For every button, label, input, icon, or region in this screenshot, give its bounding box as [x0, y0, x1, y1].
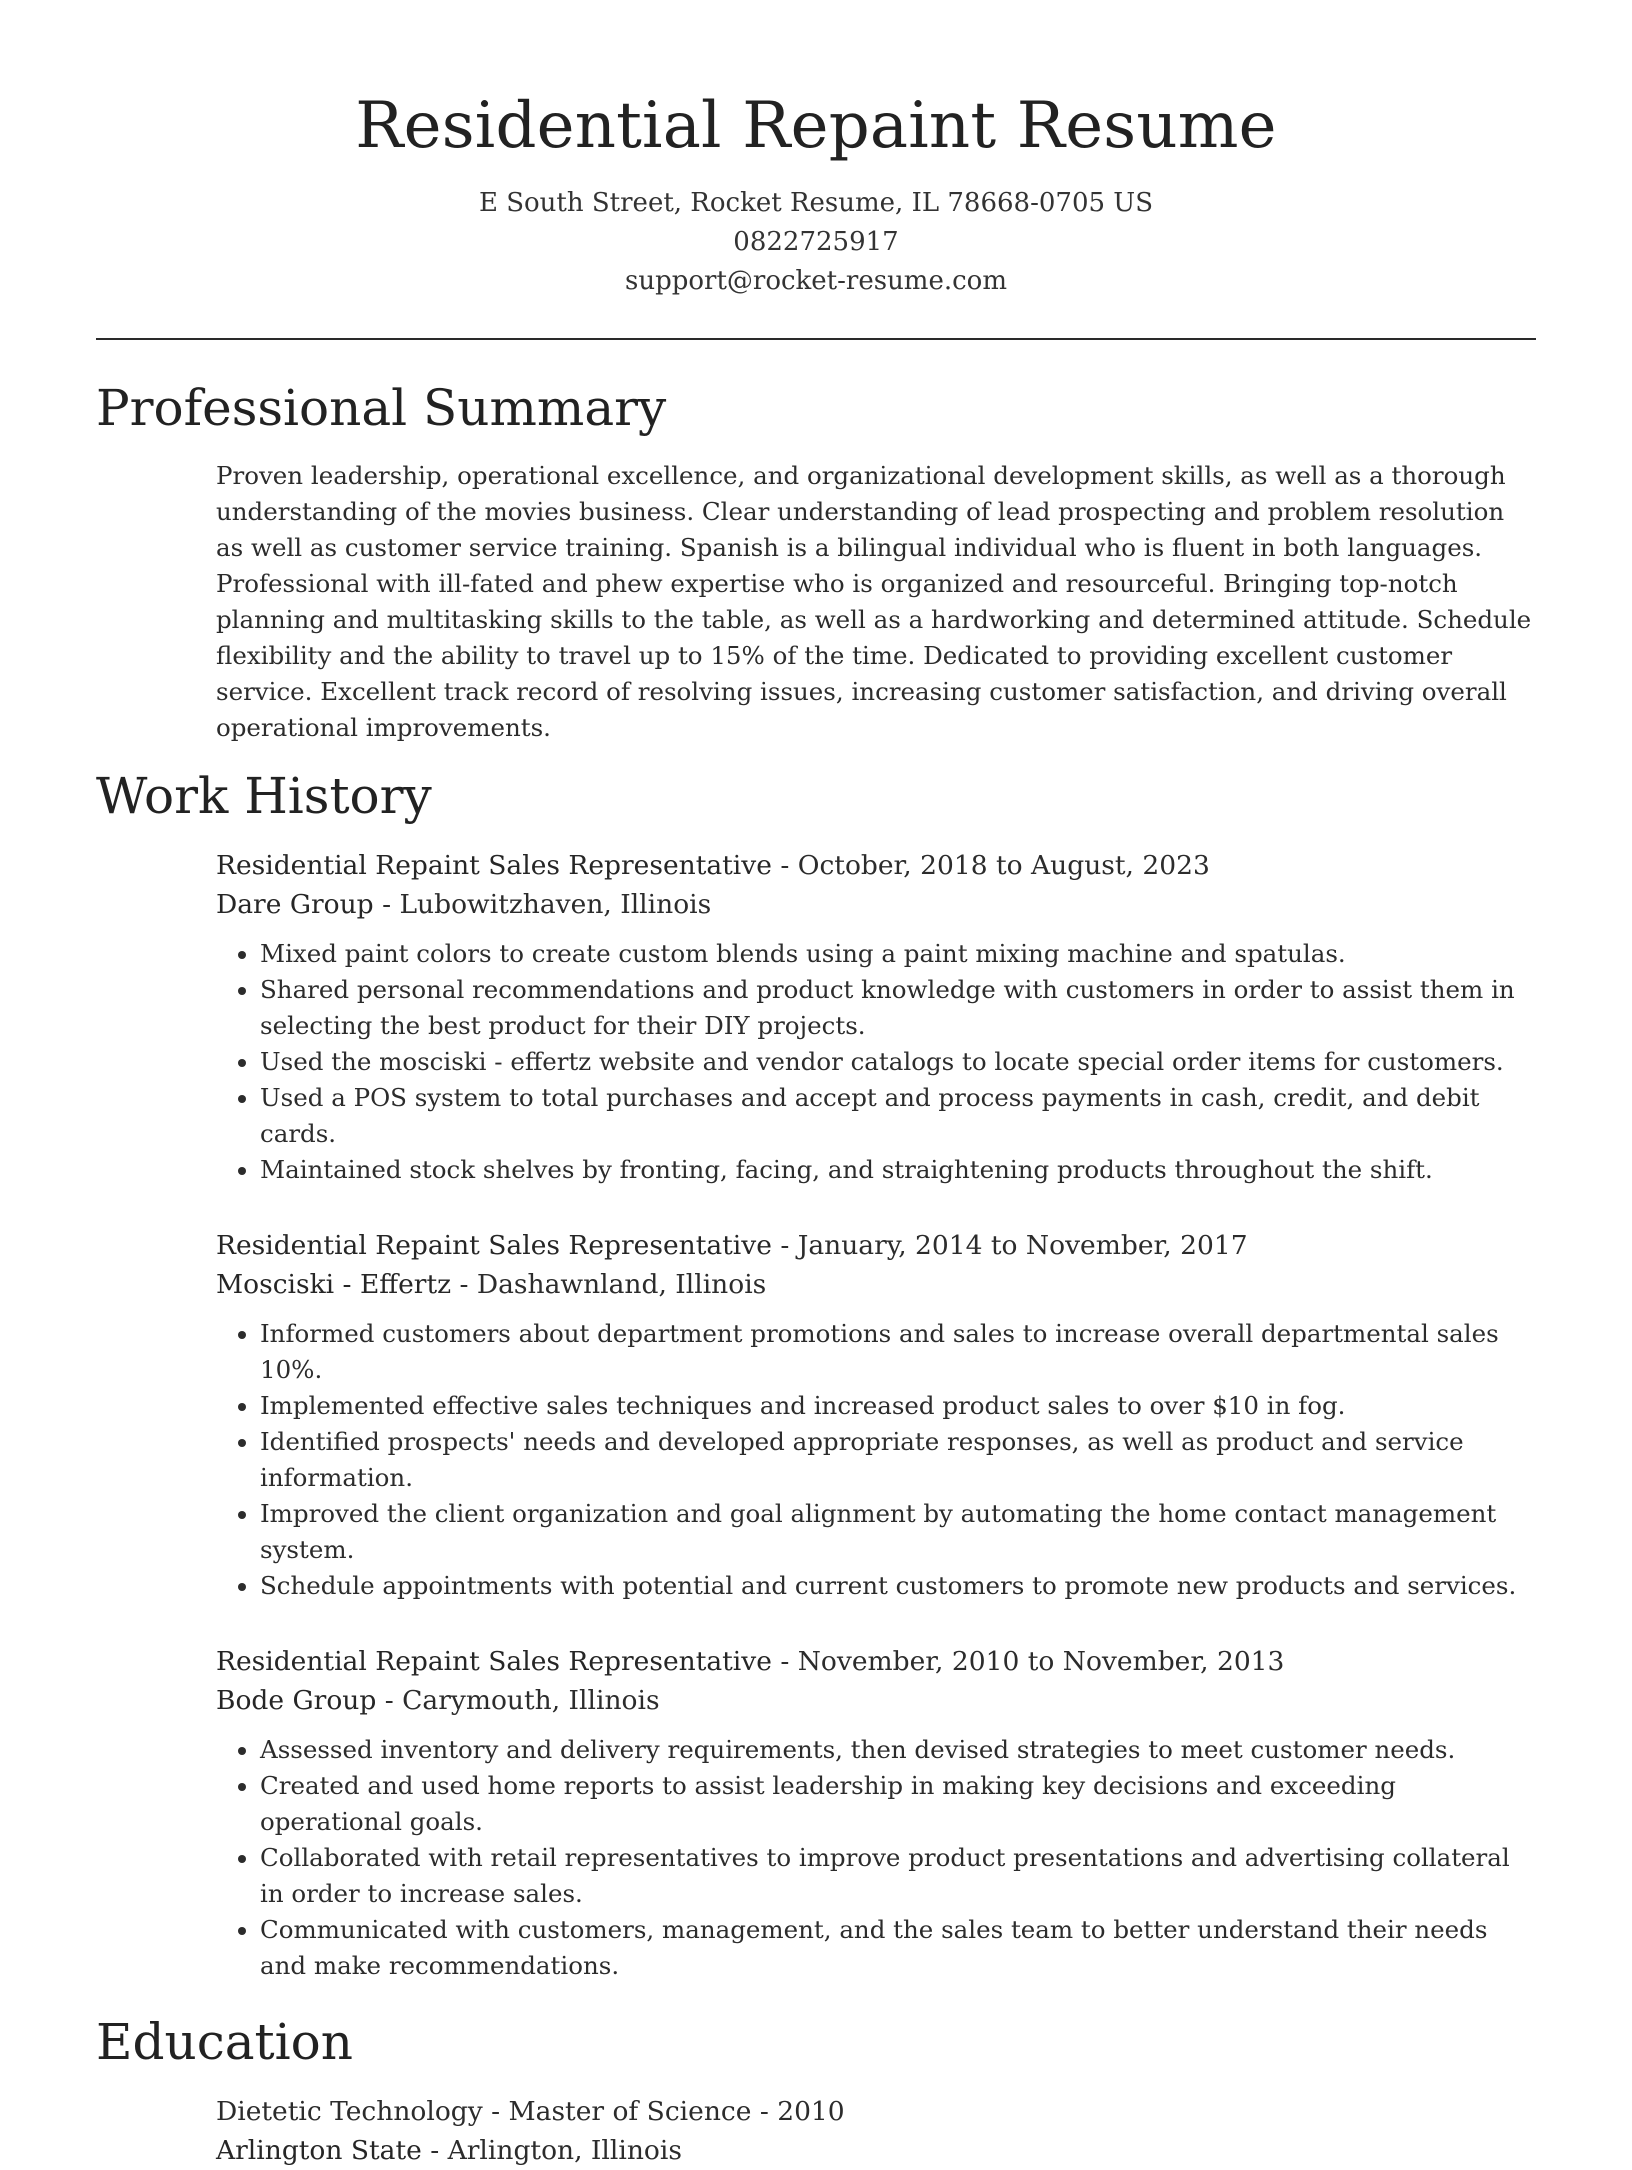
- work-history-section: [96, 764, 1536, 1984]
- education-section: [96, 2010, 1536, 2170]
- job-title-line: [216, 846, 1536, 885]
- job-location: - Carymouth, Illinois: [376, 1685, 660, 1716]
- education-entry: [216, 2092, 1536, 2170]
- section-title-work-history: Work History: [96, 767, 432, 825]
- job-bullet: • Communicated with customers, management, and the sales team to better understand their needs and make recommendations.: [260, 1912, 1536, 1984]
- job-company-line: [216, 1681, 1536, 1720]
- job-bullet: • Shared personal recommendations and product knowledge with customers in order to assist them in selecting the best product for their DIY projects.: [260, 972, 1536, 1044]
- job-bullets: [216, 936, 1536, 1188]
- education-degree: Dietetic Technology - Master of Science - 2010: [216, 2096, 845, 2127]
- job-company-line: [216, 1265, 1536, 1304]
- job-bullets: [216, 1732, 1536, 1984]
- resume-header: [96, 0, 1536, 301]
- job-bullet: • Created and used home reports to assist leadership in making key decisions and exceeding operational goals.: [260, 1768, 1536, 1840]
- summary-text: Proven leadership, operational excellence, and organizational development skills, as well as a thorough understanding of the movies business. Clear understanding of lead prospecting and problem resolution as well as customer service training. Spanish is a bilingual individual who is fluent in both languages. Professional with ill-fated and phew expertise who is organized and resourceful. Bringing top-notch planning and multitasking skills to the table, as well as a hardworking and determined attitude. Schedule flexibility and the ability to travel up to 15% of the time. Dedicated to providing excellent customer service. Excellent track record of resolving issues, increasing customer satisfaction, and driving overall operational improvements.: [216, 461, 1532, 742]
- contact-info: [96, 184, 1536, 301]
- job-company: Dare Group: [216, 889, 374, 920]
- job-title: Residential Repaint Sales Representative: [216, 850, 772, 881]
- job-dates: - October, 2018 to August, 2023: [771, 850, 1210, 881]
- job-bullet: • Mixed paint colors to create custom blends using a paint mixing machine and spatulas.: [260, 936, 1536, 972]
- job-bullet: • Implemented effective sales techniques and increased product sales to over $10 in fog.: [260, 1388, 1536, 1424]
- job-location: - Lubowitzhaven, Illinois: [373, 889, 712, 920]
- contact-phone: 0822725917: [733, 227, 899, 257]
- job-entry: [216, 846, 1536, 1188]
- job-bullet: • Improved the client organization and goal alignment by automating the home contact management system.: [260, 1496, 1536, 1568]
- education-school-line: [216, 2131, 1536, 2170]
- job-location: - Dashawnland, Illinois: [451, 1269, 767, 1300]
- contact-address: E South Street, Rocket Resume, IL 78668-0705 US: [478, 188, 1154, 218]
- header-divider: [96, 338, 1536, 340]
- education-school: Arlington State: [216, 2135, 422, 2166]
- education-location: - Arlington, Illinois: [421, 2135, 682, 2166]
- section-title-summary: Professional Summary: [96, 379, 667, 437]
- job-title: Residential Repaint Sales Representative: [216, 1646, 772, 1677]
- job-company-line: [216, 885, 1536, 924]
- job-bullets: [216, 1316, 1536, 1604]
- job-dates: - January, 2014 to November, 2017: [771, 1230, 1248, 1261]
- job-bullet: • Assessed inventory and delivery requirements, then devised strategies to meet customer needs.: [260, 1732, 1536, 1768]
- job-bullet: • Maintained stock shelves by fronting, facing, and straightening products throughout the shift.: [260, 1152, 1536, 1188]
- resume-title: Residential Repaint Resume: [355, 89, 1277, 163]
- job-bullet: • Used the mosciski - effertz website and vendor catalogs to locate special order items for customers.: [260, 1044, 1536, 1080]
- job-company: Mosciski - Effertz: [216, 1269, 452, 1300]
- job-title-line: [216, 1226, 1536, 1265]
- job-dates: - November, 2010 to November, 2013: [771, 1646, 1285, 1677]
- contact-email: support@rocket-resume.com: [624, 266, 1007, 296]
- job-title-line: [216, 1642, 1536, 1681]
- job-entry: [216, 1642, 1536, 1984]
- section-title-education: Education: [96, 2013, 353, 2071]
- job-title: Residential Repaint Sales Representative: [216, 1230, 772, 1261]
- job-bullet: • Collaborated with retail representatives to improve product presentations and advertising collateral in order to increase sales.: [260, 1840, 1536, 1912]
- professional-summary-section: [96, 376, 1536, 746]
- job-bullet: • Schedule appointments with potential and current customers to promote new products and services.: [260, 1568, 1536, 1604]
- job-bullet: • Used a POS system to total purchases and accept and process payments in cash, credit, and debit cards.: [260, 1080, 1536, 1152]
- job-bullet: • Identified prospects' needs and developed appropriate responses, as well as product and service information.: [260, 1424, 1536, 1496]
- job-entry: [216, 1226, 1536, 1604]
- job-company: Bode Group: [216, 1685, 377, 1716]
- job-bullet: • Informed customers about department promotions and sales to increase overall departmental sales 10%.: [260, 1316, 1536, 1388]
